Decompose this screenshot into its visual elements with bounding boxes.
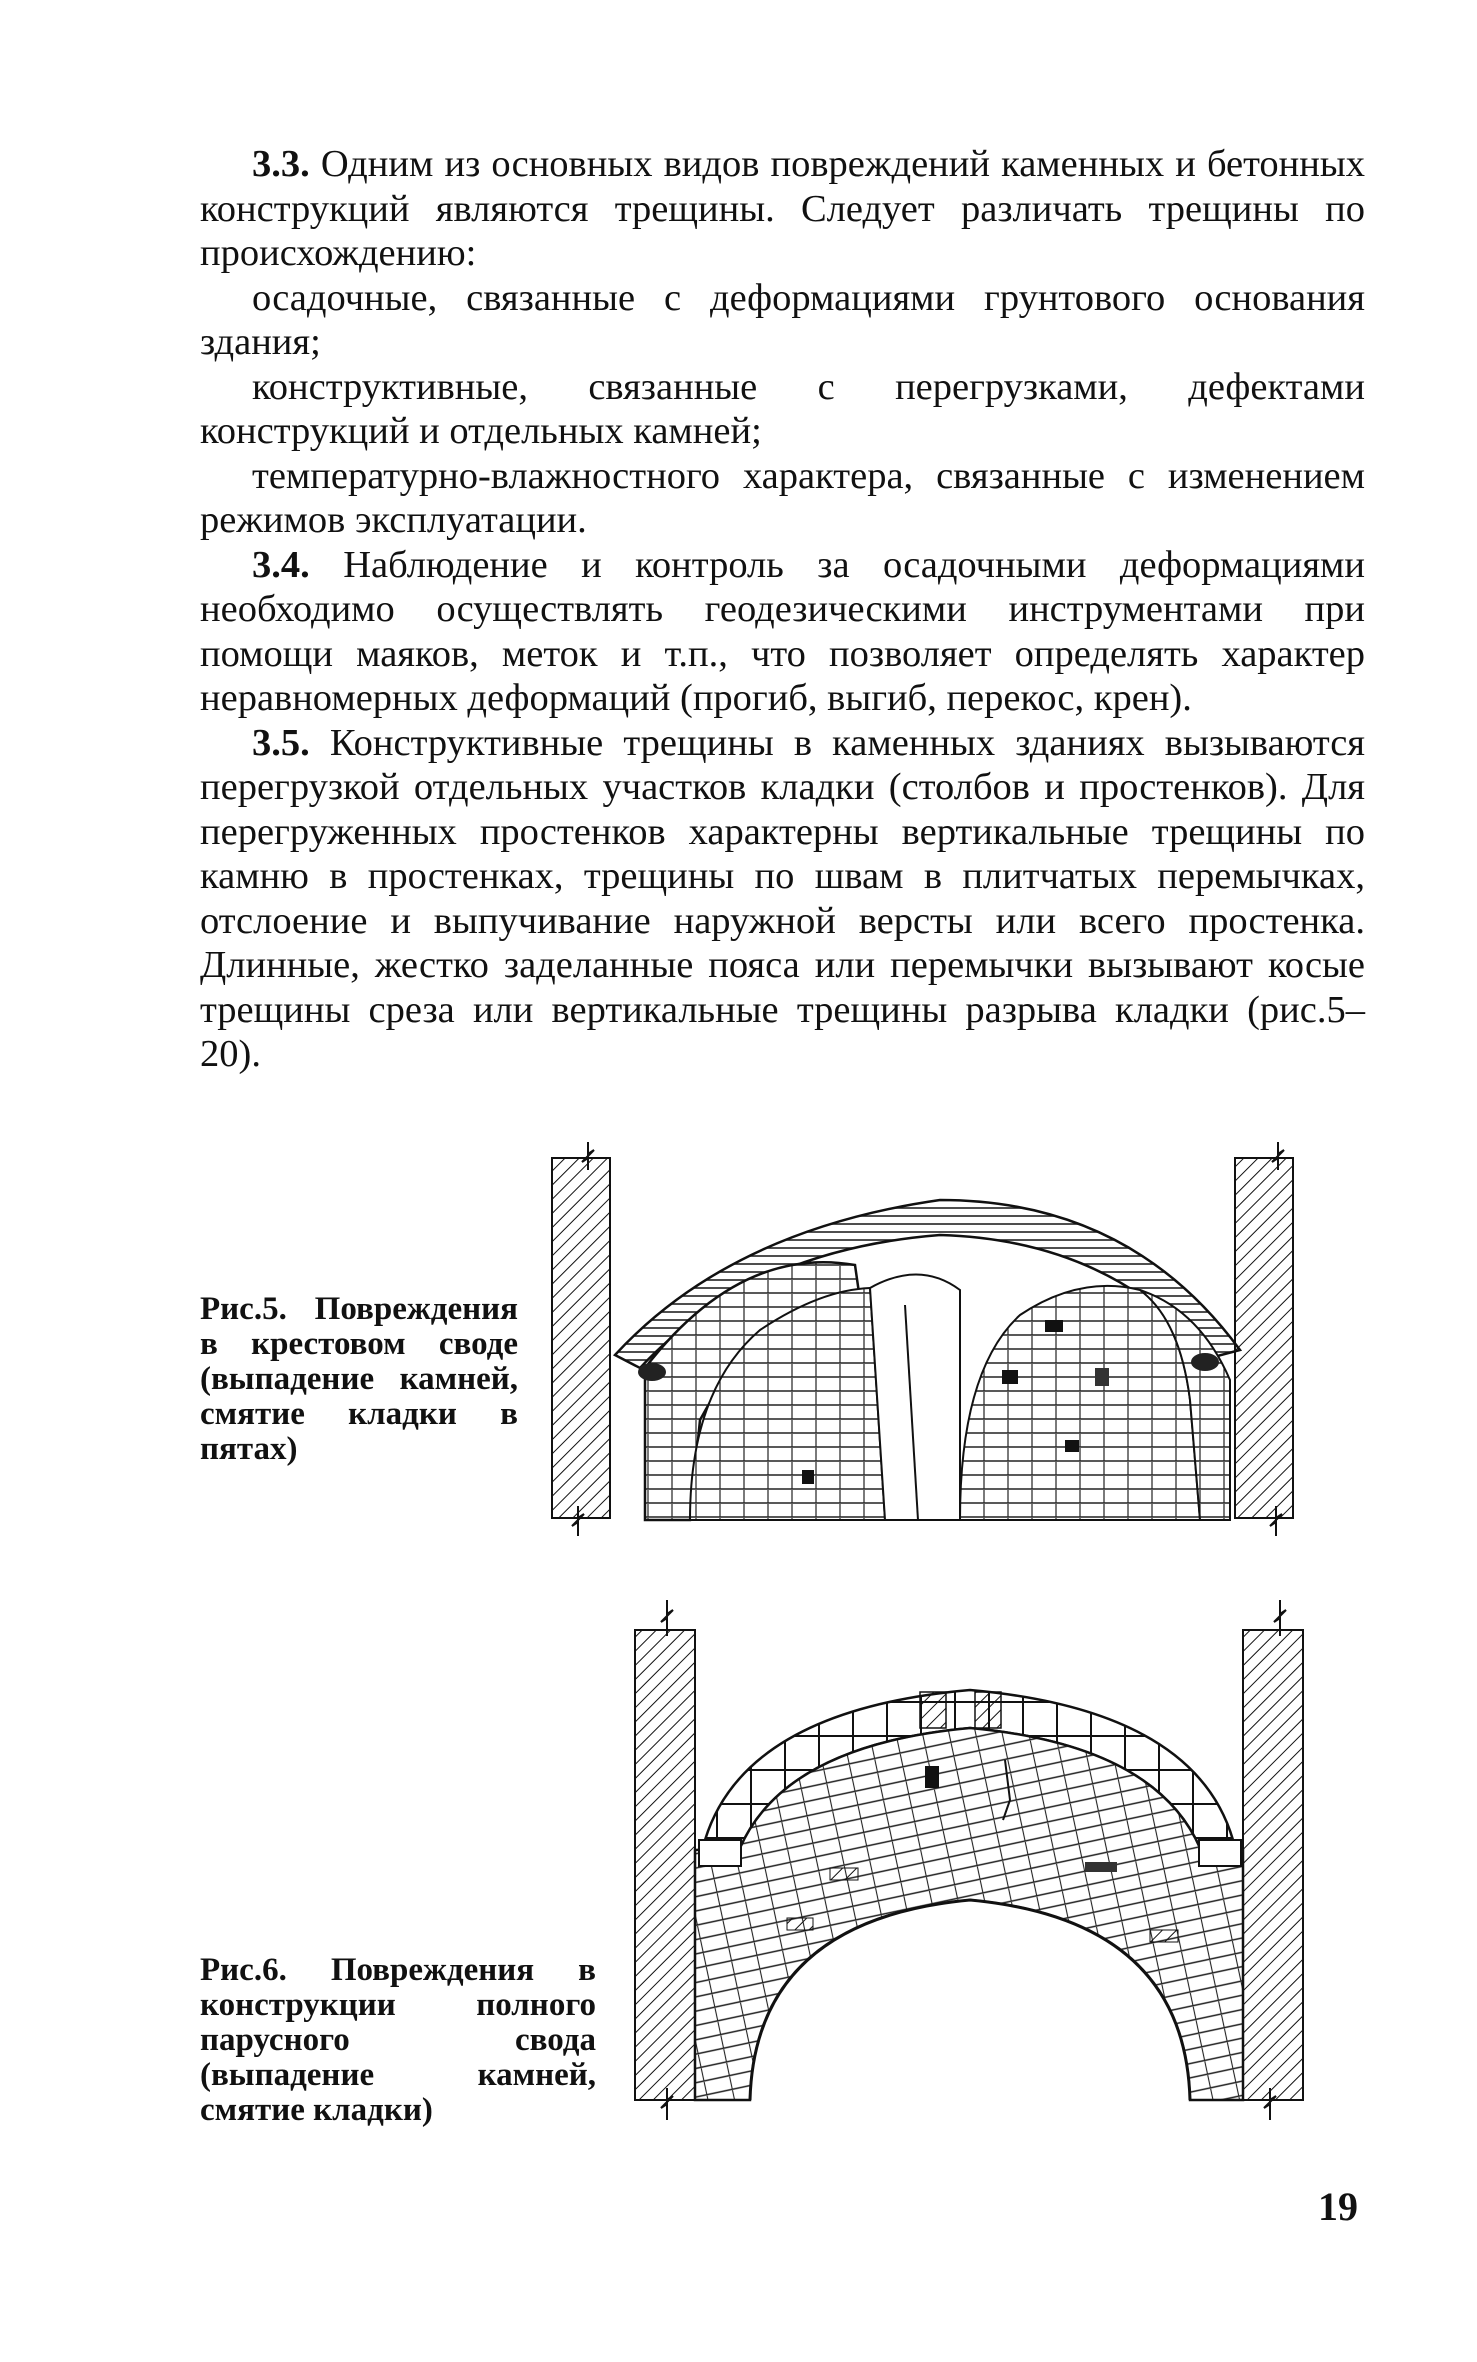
section-3-3-text: Одним из основных видов повреждений каменных и бетонных конструкций являются трещины. Следует различать трещины по происхождению: — [200, 143, 1366, 274]
section-3-4 — [200, 543, 1365, 721]
section-3-4-number: 3.4. — [252, 543, 310, 586]
section-3-3-intro — [200, 142, 1365, 276]
figure-6-caption: Рис.6. Повреждения в конструкции полного парусного свода (выпадение камней, смятие кладки) — [200, 1952, 596, 2128]
crack-type-item: осадочные, связанные с деформациями грунтового основания здания; — [200, 276, 1365, 363]
figure-5-cross-vault-drawing — [540, 1140, 1320, 1540]
figure-6-sail-vault-drawing — [615, 1600, 1355, 2120]
figure-5-caption: Рис.5. Повреждения в крестовом своде (выпадение камней, смятие кладки в пятах) — [200, 1291, 518, 1467]
page-number: 19 — [1318, 2184, 1358, 2229]
crack-type-item: конструктивные, связанные с перегрузками, дефектами конструкций и отдельных камней; — [200, 365, 1365, 452]
section-3-5 — [200, 721, 1365, 1077]
body-text — [200, 142, 1365, 1077]
section-3-3-number: 3.3. — [252, 143, 310, 185]
section-3-4-text: Наблюдение и контроль за осадочными деформациями необходимо осуществлять геодезическими инструментами при помощи маяков, меток и т.п., что позволяет определять характер неравномерных деформаций (прогиб, выгиб, перекос, крен). — [200, 543, 1366, 719]
section-3-5-number: 3.5. — [252, 721, 310, 764]
crack-type-item: температурно-влажностного характера, связанные с изменением режимов эксплуатации. — [200, 454, 1365, 541]
section-3-5-text: Конструктивные трещины в каменных зданиях вызываются перегрузкой отдельных участков кладки (столбов и простенков). Для перегруженных простенков характерны вертикальные трещины по камню в простенках, трещины по швам в плитчатых перемычках, отслоение и выпучивание наружной версты или всего простенка. Длинные, жестко заделанные пояса или перемычки вызывают косые трещины среза или вертикальные трещины разрыва кладки (рис.5–20). — [200, 721, 1366, 1075]
